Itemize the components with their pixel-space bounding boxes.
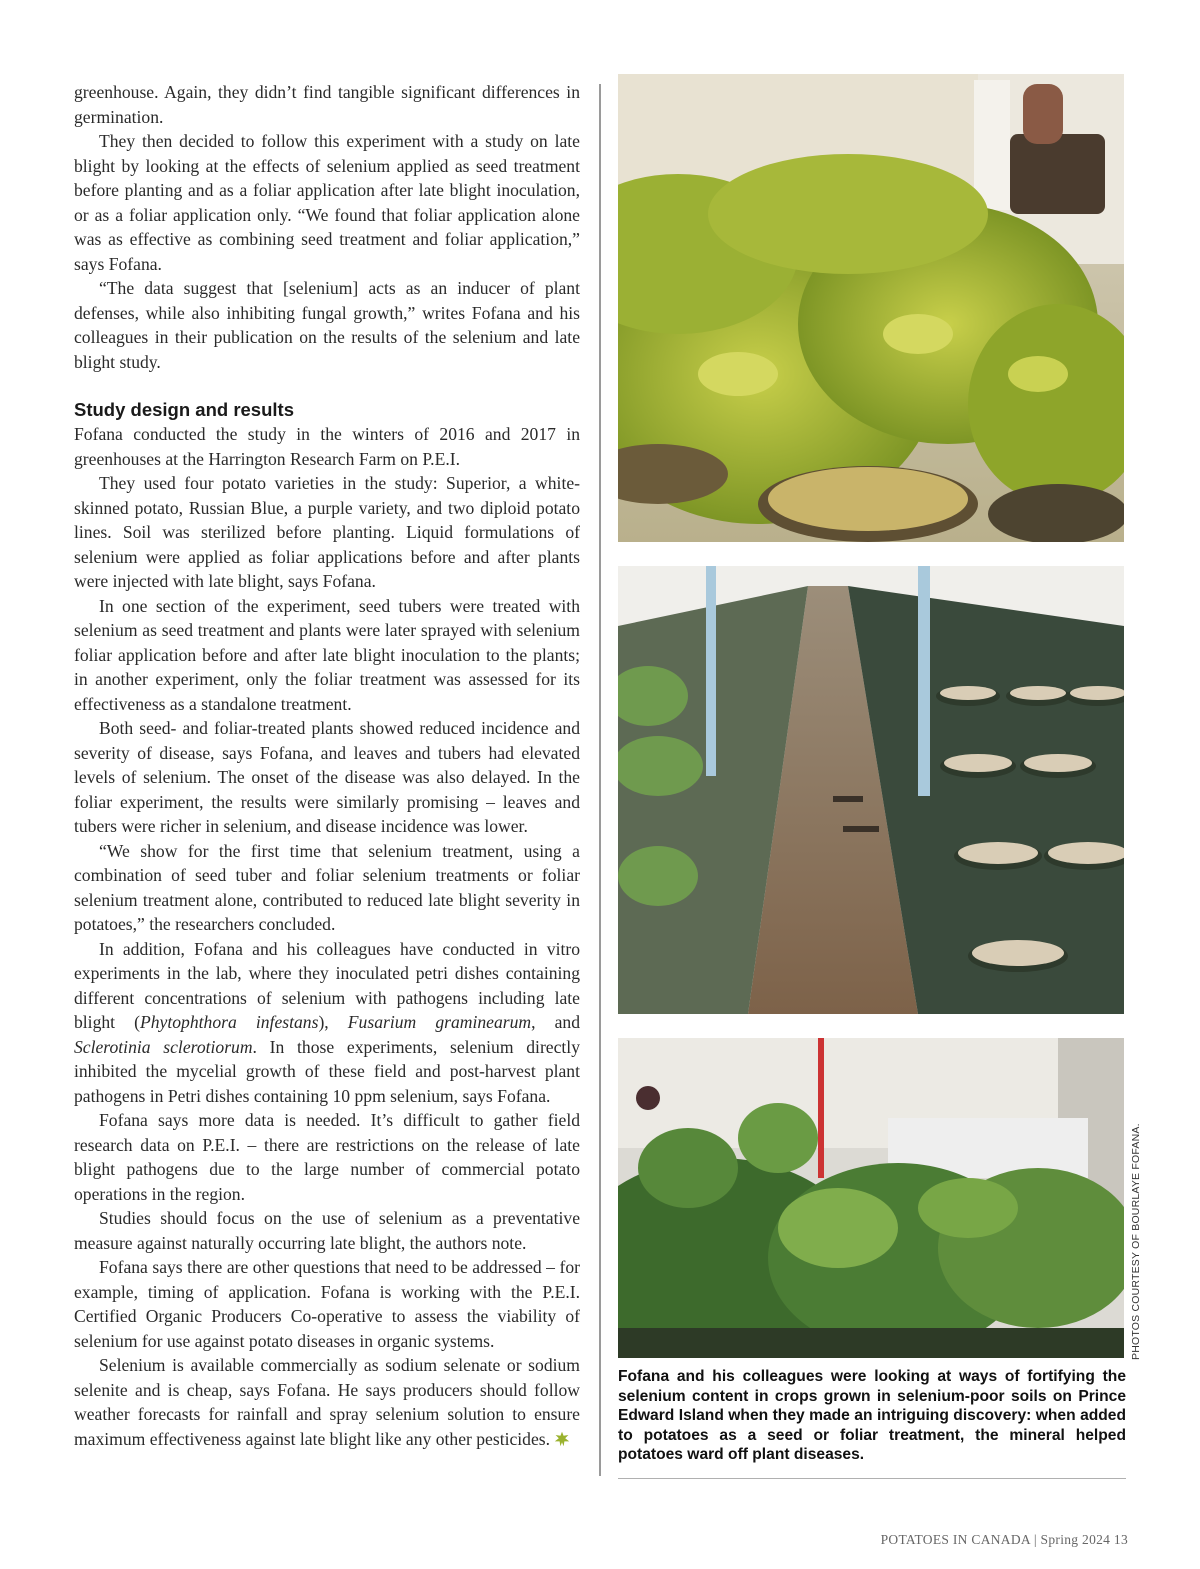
text-run: In addition, Fofana and his colleagues have conducted in vitro experiments in the lab, where they inoculated petri dishes containing different concentrations of selenium with pathogens including late blight ( bbox=[74, 938, 580, 1032]
caption-divider bbox=[618, 1478, 1126, 1479]
article-paragraph: Fofana says more data is needed. It’s difficult to gather field research data on P.E.I. – there are restrictions on the release of late blight pathogens due to the large number of commercial potato operations in the region. bbox=[74, 1110, 580, 1204]
article-paragraph: Both seed- and foliar-treated plants showed reduced incidence and severity of disease, says Fofana, and leaves and tubers had elevated levels of selenium. The onset of the disease was also delayed. In the foliar experiment, the results were similarly promising – leaves and tubers were richer in selenium, and disease incidence was lower. bbox=[74, 718, 580, 836]
article-paragraph: Fofana conducted the study in the winters of 2016 and 2017 in greenhouses at the Harrington Research Farm on P.E.I. bbox=[74, 424, 580, 469]
article-paragraph: They then decided to follow this experiment with a study on late blight by looking at the effects of selenium applied as seed treatment before planting and as a foliar application after late blight inoculation, or as a foliar application only. “We found that foliar application alone was as effective as combining seed treatment and foliar application,” says Fofana. bbox=[74, 131, 580, 274]
article-paragraph bbox=[74, 1353, 580, 1451]
photo-greenhouse-aisle bbox=[618, 566, 1124, 1014]
photo-caption: Fofana and his colleagues were looking at ways of fortifying the selenium content in crops grown in selenium-poor soils on Prince Edward Island when they made an intriguing discovery: when added to potatoes as a seed or foliar treatment, the mineral helped potatoes ward off plant diseases. bbox=[618, 1368, 1126, 1464]
article-paragraph: greenhouse. Again, they didn’t find tangible significant differences in germination. bbox=[74, 82, 580, 127]
photo-greenhouse-plants bbox=[618, 1038, 1124, 1358]
article-paragraph bbox=[74, 937, 580, 1109]
article-paragraph: Studies should focus on the use of selenium as a preventative measure against naturally occurring late blight, the authors note. bbox=[74, 1208, 580, 1253]
photo-credit: PHOTOS COURTESY OF BOURLAYE FOFANA. bbox=[1130, 1123, 1142, 1360]
species-name: Fusarium graminearum bbox=[347, 1012, 532, 1032]
text-run: . In those experiments, selenium directly inhibited the mycelial growth of these field and post-harvest plant pathogens in Petri dishes containing 10 ppm selenium, says Fofana. bbox=[74, 1036, 580, 1106]
article-paragraph: They used four potato varieties in the study: Superior, a white-skinned potato, Russian Blue, a purple variety, and two diploid potato lines. Soil was sterilized before planting. Liquid formulations of selenium were applied as foliar applications before and after plants were injected with late blight, says Fofana. bbox=[74, 473, 580, 591]
photo-potato-plants-closeup bbox=[618, 74, 1124, 542]
text-run: , and bbox=[531, 1012, 581, 1032]
article-paragraph: In one section of the experiment, seed tubers were treated with selenium as seed treatment and plants were later sprayed with selenium foliar application before and after late blight inoculation to the plants; in another experiment, only the foliar treatment was assessed for its effectiveness as a standalone treatment. bbox=[74, 595, 580, 714]
species-name: Phytophthora infestans bbox=[140, 1012, 319, 1032]
section-heading: Study design and results bbox=[74, 399, 294, 420]
species-name: Sclerotinia sclerotiorum bbox=[74, 1036, 253, 1057]
text-run: Selenium is available commercially as sodium selenate or sodium selenite and is cheap, says Fofana. He says producers should follow weather forecasts for rainfall and spray selenium solution to ensure maximum effectiveness against late blight like any other pesticides. bbox=[74, 1355, 580, 1449]
article-paragraph: Fofana says there are other questions that need to be addressed – for example, timing of application. Fofana is working with the P.E.I. Certified Organic Producers Co-operative to assess the viability of selenium for use against potato diseases in organic systems. bbox=[74, 1257, 580, 1351]
article-column bbox=[74, 80, 580, 1451]
text-run: ), bbox=[318, 1012, 348, 1032]
article-paragraph: “We show for the first time that selenium treatment, using a combination of seed tuber and foliar selenium treatments or foliar selenium treatment alone, contributed to reduced late blight severity in potatoes,” the researchers concluded. bbox=[74, 840, 580, 934]
article-paragraph: “The data suggest that [selenium] acts as an inducer of plant defenses, while also inhibiting fungal growth,” writes Fofana and his colleagues in their publication on the results of the selenium and late blight study. bbox=[74, 278, 580, 372]
page-footer: POTATOES IN CANADA | Spring 2024 13 bbox=[880, 1532, 1128, 1547]
column-divider bbox=[599, 84, 601, 1476]
potato-leaf-icon bbox=[554, 1431, 570, 1447]
